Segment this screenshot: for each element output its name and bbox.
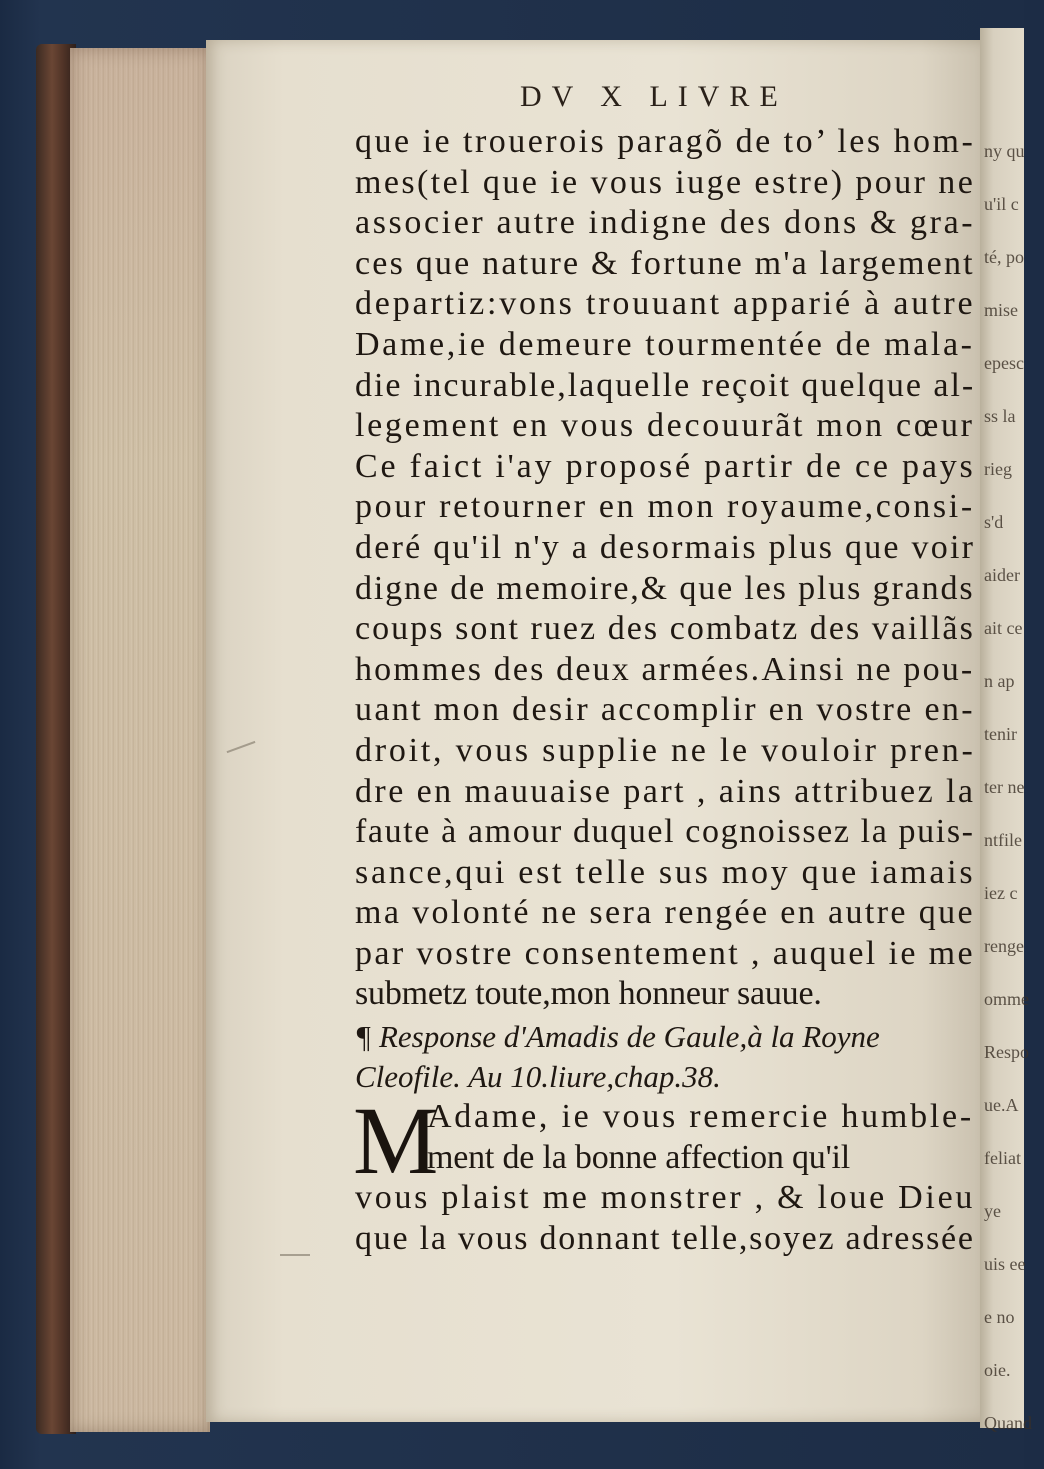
facing-text-fragment: té, po (984, 247, 1024, 267)
text-line: die incurable,laquelle reçoit quelque al- (355, 366, 976, 404)
text-line: uant mon desir accomplir en vostre en- (355, 691, 975, 729)
text-line: sance,qui est telle sus moy que iamais (355, 853, 976, 891)
text-line: par vostre consentement , auquel ie me (355, 934, 975, 972)
text-line: ma volonté ne sera rengée en autre que (355, 894, 975, 932)
facing-text-fragment: Respo (984, 1042, 1029, 1062)
facing-text-fragment: n ap (984, 671, 1015, 691)
text-line: legement en vous decouurãt mon cœur (355, 407, 975, 445)
facing-text-fragment: renge (984, 936, 1024, 956)
section-start (353, 1087, 976, 1259)
text-line: digne de memoire,& que les plus grands (355, 569, 975, 607)
facing-text-fragment: oie. (984, 1360, 1011, 1380)
section-lines (353, 1087, 976, 1259)
running-head: DV X LIVRE (520, 80, 788, 113)
facing-text-fragment: rieg (984, 459, 1012, 479)
facing-text-fragment: omme (984, 989, 1029, 1009)
text-line: coups sont ruez des combatz des vaillãs (355, 610, 975, 648)
text-line: Dame,ie demeure tourmentée de mala- (355, 325, 975, 363)
text-line: que la vous donnant telle,soyez adressée (355, 1219, 975, 1257)
heading-line: ¶ Response d'Amadis de Gaule,à la Royne (355, 1019, 880, 1055)
facing-text-fragment: ue.A (984, 1095, 1019, 1115)
margin-mark (280, 1254, 310, 1256)
facing-text-fragment: uis ee (984, 1254, 1026, 1274)
facing-text-fragment: aider (984, 565, 1020, 585)
text-line: departiz:vons trouuant apparié à autre (355, 285, 976, 323)
text-line: hommes des deux armées.Ainsi ne pou- (355, 650, 975, 688)
facing-text-fragment: e no (984, 1307, 1015, 1327)
facing-text-fragment: ye (984, 1201, 1001, 1221)
facing-text-fragment: Quand (984, 1413, 1032, 1433)
text-line: pour retourner en mon royaume,consi- (355, 488, 975, 526)
text-line: Ce faict i'ay proposé partir de ce pays (355, 447, 976, 485)
drop-cap: M (353, 1087, 439, 1195)
main-text-block (353, 122, 976, 1259)
body-lines (355, 122, 976, 1015)
facing-text-fragment: ny qu (984, 141, 1025, 161)
facing-text-fragment: ntfile (984, 830, 1022, 850)
text-line: dre en mauuaise part , ains attribuez la (355, 772, 976, 810)
facing-page-slice (980, 28, 1032, 1433)
facing-text-fragment: epesc (984, 353, 1024, 373)
text-line: ment de la bonne affection qu'il (427, 1138, 851, 1176)
text-line: faute à amour duquel cognoissez la puis- (355, 813, 975, 851)
text-line: que ie trouerois paragõ de to’ les hom- (355, 123, 976, 160)
heading-line: Cleofile. Au 10.liure,chap.38. (355, 1059, 721, 1095)
facing-text-fragment: ter ne (984, 777, 1025, 797)
text-line: submetz toute,mon honneur sauue. (355, 975, 822, 1013)
facing-text-fragment: iez c (984, 883, 1018, 903)
facing-text-fragment: feliat (984, 1148, 1021, 1168)
facing-text-fragment: s'd (984, 512, 1004, 532)
section-heading (355, 1017, 965, 1097)
text-line: deré qu'il n'y a desormais plus que voir (355, 528, 976, 566)
facing-text-fragment: mise (984, 300, 1018, 320)
text-line: mes(tel que ie vous iuge estre) pour ne (355, 163, 976, 201)
facing-text-fragment: u'il c (984, 194, 1019, 214)
facing-text-fragment: ss la (984, 406, 1016, 426)
facing-text-fragment: ait ce (984, 618, 1023, 638)
text-line: associer autre indigne des dons & gra- (355, 204, 976, 242)
facing-text-fragment: tenir (984, 724, 1017, 744)
text-line: vous plaist me monstrer , & loue Dieu (355, 1179, 976, 1217)
text-line: ces que nature & fortune m'a largement (355, 244, 975, 282)
text-line: droit, vous supplie ne le vouloir pren- (355, 731, 976, 769)
text-line: Adame, ie vous remercie humble- (427, 1098, 974, 1136)
page-edges (70, 48, 210, 1432)
